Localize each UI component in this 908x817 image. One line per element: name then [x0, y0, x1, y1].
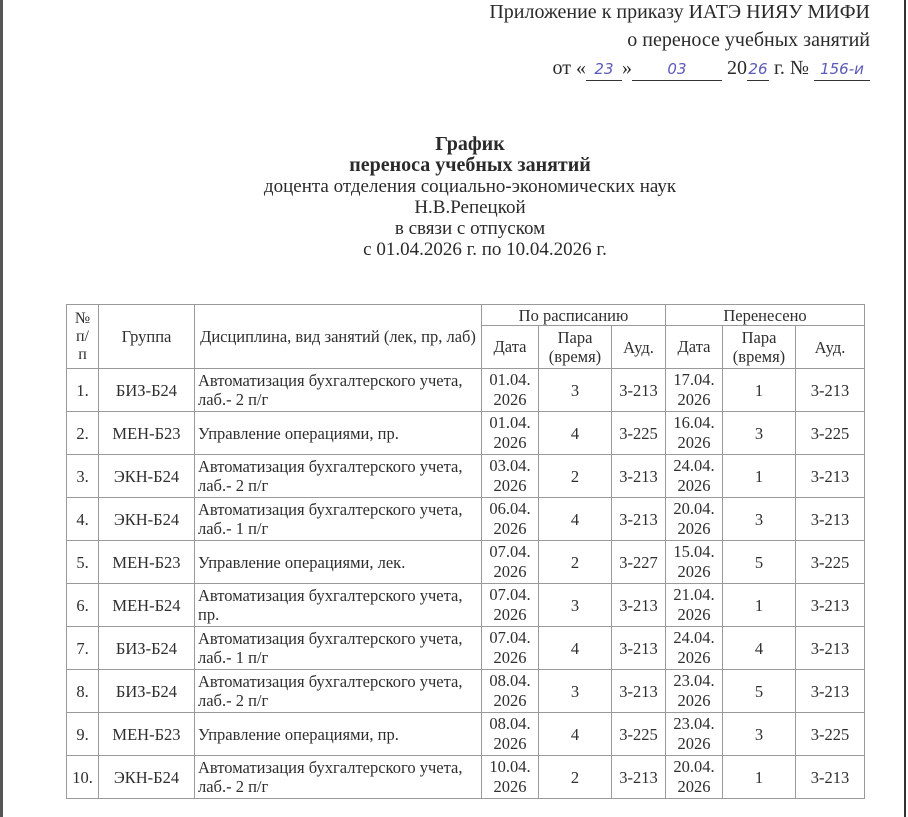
quote-close: » — [621, 57, 632, 79]
scheduled-date-cell: 08.04. 2026 — [482, 670, 539, 713]
scheduled-aud-cell: 3-225 — [612, 412, 666, 455]
title-line-3: доцента отделения социально-экономических наук — [263, 176, 677, 197]
table-row — [67, 455, 865, 498]
header-moved-date: Дата — [666, 326, 723, 369]
row-number: 4. — [67, 498, 99, 541]
moved-date-cell: 24.04. 2026 — [666, 627, 723, 670]
moved-pair-cell: 3 — [723, 498, 796, 541]
group-cell: МЕН-Б23 — [99, 541, 195, 584]
scheduled-aud-cell: 3-227 — [612, 541, 666, 584]
scheduled-date-cell: 07.04. 2026 — [482, 584, 539, 627]
scheduled-pair-cell: 3 — [539, 369, 612, 412]
year-prefix: 20 — [726, 57, 747, 79]
discipline-cell: Управление операциями, пр. — [195, 713, 482, 756]
group-cell: МЕН-Б24 — [99, 584, 195, 627]
moved-date-cell: 21.04. 2026 — [666, 584, 723, 627]
discipline-cell: Управление операциями, пр. — [195, 412, 482, 455]
header-sched-pair: Пара (время) — [539, 326, 612, 369]
header-sched-aud: Ауд. — [612, 326, 666, 369]
discipline-cell: Автоматизация бухгалтерского учета, лаб.- 2 п/г — [195, 670, 482, 713]
table-row — [67, 498, 865, 541]
group-cell: БИЗ-Б24 — [99, 369, 195, 412]
scheduled-pair-cell: 2 — [539, 756, 612, 799]
moved-aud-cell: 3-213 — [796, 498, 865, 541]
moved-aud-cell: 3-225 — [796, 713, 865, 756]
scheduled-pair-cell: 4 — [539, 412, 612, 455]
title-line-4: Н.В.Репецкой — [414, 197, 526, 218]
order-day: 23 — [586, 58, 622, 81]
scheduled-pair-cell: 4 — [539, 713, 612, 756]
group-cell: ЭКН-Б24 — [99, 498, 195, 541]
group-cell: МЕН-Б23 — [99, 713, 195, 756]
moved-date-cell: 16.04. 2026 — [666, 412, 723, 455]
header-moved: Перенесено — [666, 305, 865, 326]
moved-pair-cell: 3 — [723, 412, 796, 455]
table-row — [67, 627, 865, 670]
group-cell: ЭКН-Б24 — [99, 455, 195, 498]
moved-aud-cell: 3-225 — [796, 541, 865, 584]
moved-pair-cell: 5 — [723, 670, 796, 713]
moved-pair-cell: 1 — [723, 455, 796, 498]
scheduled-aud-cell: 3-225 — [612, 713, 666, 756]
row-number: 8. — [67, 670, 99, 713]
appendix-title: Приложение к приказу ИАТЭ НИЯУ МИФИ — [489, 1, 870, 23]
appendix-subtitle: о переносе учебных занятий — [627, 29, 870, 51]
scheduled-aud-cell: 3-213 — [612, 756, 666, 799]
moved-pair-cell: 4 — [723, 627, 796, 670]
order-year: 26 — [747, 58, 769, 81]
scheduled-date-cell: 07.04. 2026 — [482, 627, 539, 670]
order-number: 156-и — [814, 58, 870, 81]
moved-date-cell: 23.04. 2026 — [666, 670, 723, 713]
moved-date-cell: 24.04. 2026 — [666, 455, 723, 498]
order-month: 03 — [632, 58, 722, 81]
table-row — [67, 412, 865, 455]
row-number: 1. — [67, 369, 99, 412]
moved-pair-cell: 1 — [723, 756, 796, 799]
discipline-cell: Автоматизация бухгалтерского учета, лаб.- 1 п/г — [195, 498, 482, 541]
header-moved-aud: Ауд. — [796, 326, 865, 369]
header-num: № п/ п — [67, 305, 99, 369]
moved-aud-cell: 3-213 — [796, 369, 865, 412]
row-number: 2. — [67, 412, 99, 455]
row-number: 3. — [67, 455, 99, 498]
row-number: 6. — [67, 584, 99, 627]
title-line-1: График — [435, 133, 505, 155]
scheduled-pair-cell: 2 — [539, 541, 612, 584]
moved-aud-cell: 3-213 — [796, 670, 865, 713]
table-row — [67, 670, 865, 713]
scheduled-date-cell: 01.04. 2026 — [482, 412, 539, 455]
title-line-5: в связи с отпуском — [394, 218, 546, 239]
moved-aud-cell: 3-213 — [796, 756, 865, 799]
discipline-cell: Автоматизация бухгалтерского учета, лаб.- 2 п/г — [195, 369, 482, 412]
moved-pair-cell: 1 — [723, 369, 796, 412]
moved-pair-cell: 3 — [723, 713, 796, 756]
moved-pair-cell: 5 — [723, 541, 796, 584]
discipline-cell: Автоматизация бухгалтерского учета, лаб.- 2 п/г — [195, 756, 482, 799]
moved-date-cell: 20.04. 2026 — [666, 498, 723, 541]
scheduled-aud-cell: 3-213 — [612, 498, 666, 541]
scheduled-aud-cell: 3-213 — [612, 584, 666, 627]
discipline-cell: Автоматизация бухгалтерского учета, пр. — [195, 584, 482, 627]
moved-aud-cell: 3-213 — [796, 584, 865, 627]
scheduled-aud-cell: 3-213 — [612, 455, 666, 498]
scheduled-pair-cell: 4 — [539, 627, 612, 670]
table-row — [67, 713, 865, 756]
moved-date-cell: 23.04. 2026 — [666, 713, 723, 756]
table-row — [67, 756, 865, 799]
order-date-line — [489, 54, 870, 82]
table-row — [67, 584, 865, 627]
scheduled-date-cell: 06.04. 2026 — [482, 498, 539, 541]
moved-aud-cell: 3-213 — [796, 455, 865, 498]
scheduled-aud-cell: 3-213 — [612, 670, 666, 713]
order-header — [489, 0, 870, 82]
scheduled-date-cell: 01.04. 2026 — [482, 369, 539, 412]
scheduled-date-cell: 03.04. 2026 — [482, 455, 539, 498]
scheduled-aud-cell: 3-213 — [612, 369, 666, 412]
header-scheduled: По расписанию — [482, 305, 666, 326]
page-left-edge — [0, 0, 3, 817]
scheduled-date-cell: 07.04. 2026 — [482, 541, 539, 584]
moved-date-cell: 20.04. 2026 — [666, 756, 723, 799]
header-sched-date: Дата — [482, 326, 539, 369]
discipline-cell: Управление операциями, лек. — [195, 541, 482, 584]
table-row — [67, 369, 865, 412]
from-label: от « — [552, 57, 586, 79]
moved-aud-cell: 3-213 — [796, 627, 865, 670]
moved-pair-cell: 1 — [723, 584, 796, 627]
table-row — [67, 541, 865, 584]
row-number: 10. — [67, 756, 99, 799]
schedule-table — [66, 304, 865, 799]
scheduled-pair-cell: 4 — [539, 498, 612, 541]
page-right-edge — [904, 0, 906, 817]
row-number: 5. — [67, 541, 99, 584]
group-cell: БИЗ-Б24 — [99, 627, 195, 670]
header-discipline: Дисциплина, вид занятий (лек, пр, лаб) — [195, 305, 482, 369]
year-number-label: г. № — [773, 57, 809, 79]
scheduled-aud-cell: 3-213 — [612, 627, 666, 670]
scheduled-pair-cell: 2 — [539, 455, 612, 498]
group-cell: ЭКН-Б24 — [99, 756, 195, 799]
header-moved-pair: Пара (время) — [723, 326, 796, 369]
moved-aud-cell: 3-225 — [796, 412, 865, 455]
row-number: 9. — [67, 713, 99, 756]
title-line-6: с 01.04.2026 г. по 10.04.2026 г. — [363, 239, 607, 260]
scheduled-pair-cell: 3 — [539, 670, 612, 713]
discipline-cell: Автоматизация бухгалтерского учета, лаб.- 1 п/г — [195, 627, 482, 670]
header-group: Группа — [99, 305, 195, 369]
discipline-cell: Автоматизация бухгалтерского учета, лаб.- 2 п/г — [195, 455, 482, 498]
document-title — [200, 134, 740, 260]
title-line-2: переноса учебных занятий — [349, 154, 591, 176]
scheduled-date-cell: 08.04. 2026 — [482, 713, 539, 756]
group-cell: МЕН-Б23 — [99, 412, 195, 455]
group-cell: БИЗ-Б24 — [99, 670, 195, 713]
scheduled-pair-cell: 3 — [539, 584, 612, 627]
scheduled-date-cell: 10.04. 2026 — [482, 756, 539, 799]
moved-date-cell: 17.04. 2026 — [666, 369, 723, 412]
row-number: 7. — [67, 627, 99, 670]
moved-date-cell: 15.04. 2026 — [666, 541, 723, 584]
